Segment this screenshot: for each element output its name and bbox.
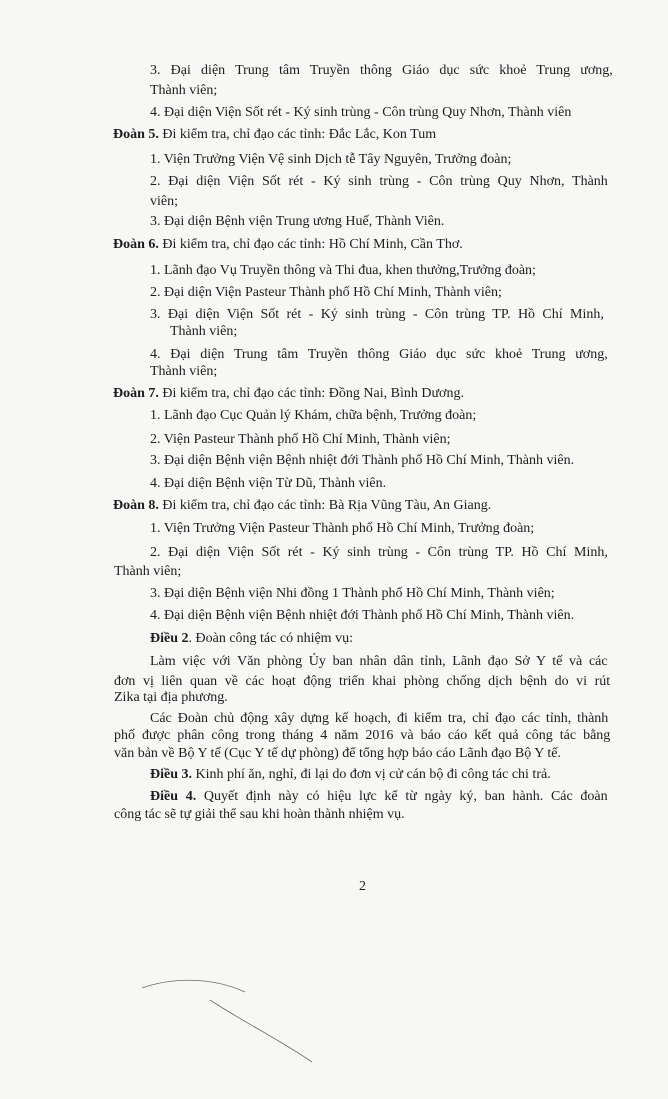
text-line — [114, 727, 610, 744]
line-text: 1. Lãnh đạo Cục Quản lý Khám, chữa bệnh, Trưởng đoàn; — [150, 408, 477, 423]
section-heading-line — [150, 788, 608, 805]
text-line — [150, 431, 451, 448]
line-text: 3. Đại diện Viện Sốt rét - Ký sinh trùng - Côn trùng TP. Hồ Chí Minh, — [150, 307, 604, 322]
line-text: 2. Đại diện Viện Sốt rét - Ký sinh trùng - Côn trùng Quy Nhơn, Thành — [150, 174, 608, 189]
text-line — [150, 213, 444, 230]
text-line — [150, 82, 217, 99]
text-line — [170, 323, 237, 340]
text-line — [150, 284, 502, 301]
line-text: công tác sẽ tự giải thể sau khi hoàn thành nhiệm vụ. — [114, 807, 405, 822]
text-line — [150, 104, 571, 121]
section-heading-line — [150, 766, 551, 783]
text-line — [114, 689, 228, 706]
text-line — [150, 653, 608, 670]
text-line — [150, 585, 555, 602]
line-text: Đi kiểm tra, chỉ đạo các tỉnh: Bà Rịa Vũng Tàu, An Giang. — [158, 498, 492, 513]
line-text: Thành viên; — [150, 364, 218, 379]
text-line — [150, 452, 574, 469]
text-line — [150, 363, 217, 380]
text-line — [150, 346, 608, 363]
text-line — [114, 806, 405, 823]
text-line — [150, 193, 178, 210]
section-heading-line — [150, 630, 353, 647]
line-text: Đi kiểm tra, chỉ đạo các tỉnh: Hồ Chí Minh, Cần Thơ. — [158, 237, 463, 252]
text-line — [150, 607, 574, 624]
bold-label: Điều 2 — [150, 631, 189, 646]
bold-label: Điều 3. — [150, 767, 192, 782]
line-text: Kinh phí ăn, nghỉ, đi lại do đơn vị cử cán bộ đi công tác chi trả. — [192, 767, 551, 782]
line-text: Zika tại địa phương. — [114, 690, 228, 705]
line-text: 4. Đại diện Trung tâm Truyền thông Giáo dục sức khoẻ Trung ương, — [150, 347, 608, 362]
line-text: phố được phân công trong tháng 4 năm 2016 và báo cáo kết quả công tác bằng — [114, 728, 611, 743]
line-text: đơn vị liên quan về các hoạt động triển khai phòng chống dịch bệnh do vi rút — [114, 674, 611, 689]
text-line — [150, 710, 608, 727]
line-text: 3. Đại diện Trung tâm Truyền thông Giáo dục sức khoẻ Trung ương, — [150, 63, 613, 78]
text-line — [114, 745, 561, 762]
line-text: văn bản về Bộ Y tế (Cục Y tế dự phòng) để tổng hợp báo cáo Lãnh đạo Bộ Y tế. — [114, 746, 561, 761]
bold-label: Điều 4. — [150, 789, 197, 804]
section-heading-line — [113, 236, 463, 253]
line-text: Các Đoàn chủ động xây dựng kế hoạch, đi kiểm tra, chỉ đạo các tỉnh, thành — [150, 711, 609, 726]
text-line — [150, 306, 604, 323]
text-line — [150, 520, 534, 537]
line-text: 1. Viện Trưởng Viện Vệ sinh Dịch tễ Tây Nguyên, Trưởng đoàn; — [150, 152, 512, 167]
line-text: 4. Đại diện Viện Sốt rét - Ký sinh trùng - Côn trùng Quy Nhơn, Thành viên — [150, 105, 572, 120]
text-line — [150, 407, 476, 424]
line-text: Thành viên; — [170, 324, 238, 339]
line-text: 1. Viện Trưởng Viện Pasteur Thành phố Hồ Chí Minh, Trưởng đoàn; — [150, 521, 535, 536]
section-heading-line — [113, 126, 436, 143]
line-text: 4. Đại diện Bệnh viện Từ Dũ, Thành viên. — [150, 476, 387, 491]
line-text: Thành viên; — [150, 83, 218, 98]
line-text: viên; — [150, 194, 178, 209]
line-text: 2. Viện Pasteur Thành phố Hồ Chí Minh, Thành viên; — [150, 432, 451, 447]
scan-mark — [140, 970, 320, 1070]
line-text: 4. Đại diện Bệnh viện Bệnh nhiệt đới Thành phố Hồ Chí Minh, Thành viên. — [150, 608, 575, 623]
section-heading-line — [113, 385, 464, 402]
text-line — [150, 151, 511, 168]
line-text: 2. Đại diện Viện Sốt rét - Ký sinh trùng - Côn trùng TP. Hồ Chí Minh, — [150, 545, 608, 560]
section-heading-line — [113, 497, 491, 514]
line-text: Quyết định này có hiệu lực kể từ ngày ký, ban hành. Các đoàn — [196, 789, 608, 804]
bold-label: Đoàn 5. — [113, 127, 159, 142]
bold-label: Đoàn 7. — [113, 386, 159, 401]
line-text: Đi kiểm tra, chỉ đạo các tỉnh: Đồng Nai, Bình Dương. — [158, 386, 464, 401]
text-line — [114, 563, 181, 580]
text-line — [150, 62, 613, 79]
line-text: 3. Đại diện Bệnh viện Nhi đồng 1 Thành phố Hồ Chí Minh, Thành viên; — [150, 586, 555, 601]
line-text: 3. Đại diện Bệnh viện Trung ương Huế, Thành Viên. — [150, 214, 445, 229]
text-line — [150, 262, 536, 279]
line-text: Làm việc với Văn phòng Ủy ban nhân dân tỉnh, Lãnh đạo Sở Y tế và các — [150, 654, 608, 669]
line-text: Đi kiểm tra, chỉ đạo các tỉnh: Đắc Lắc, Kon Tum — [158, 127, 437, 142]
text-line — [150, 173, 608, 190]
text-line — [150, 544, 608, 561]
line-text: 3. Đại diện Bệnh viện Bệnh nhiệt đới Thành phố Hồ Chí Minh, Thành viên. — [150, 453, 575, 468]
line-text: Thành viên; — [114, 564, 182, 579]
bold-label: Đoàn 6. — [113, 237, 159, 252]
page-number: 2 — [359, 879, 366, 894]
bold-label: Đoàn 8. — [113, 498, 159, 513]
line-text: . Đoàn công tác có nhiệm vụ: — [188, 631, 353, 646]
text-line — [150, 475, 386, 492]
text-line — [114, 673, 610, 690]
line-text: 2. Đại diện Viện Pasteur Thành phố Hồ Chí Minh, Thành viên; — [150, 285, 502, 300]
line-text: 1. Lãnh đạo Vụ Truyền thông và Thi đua, khen thưởng,Trưởng đoàn; — [150, 263, 536, 278]
